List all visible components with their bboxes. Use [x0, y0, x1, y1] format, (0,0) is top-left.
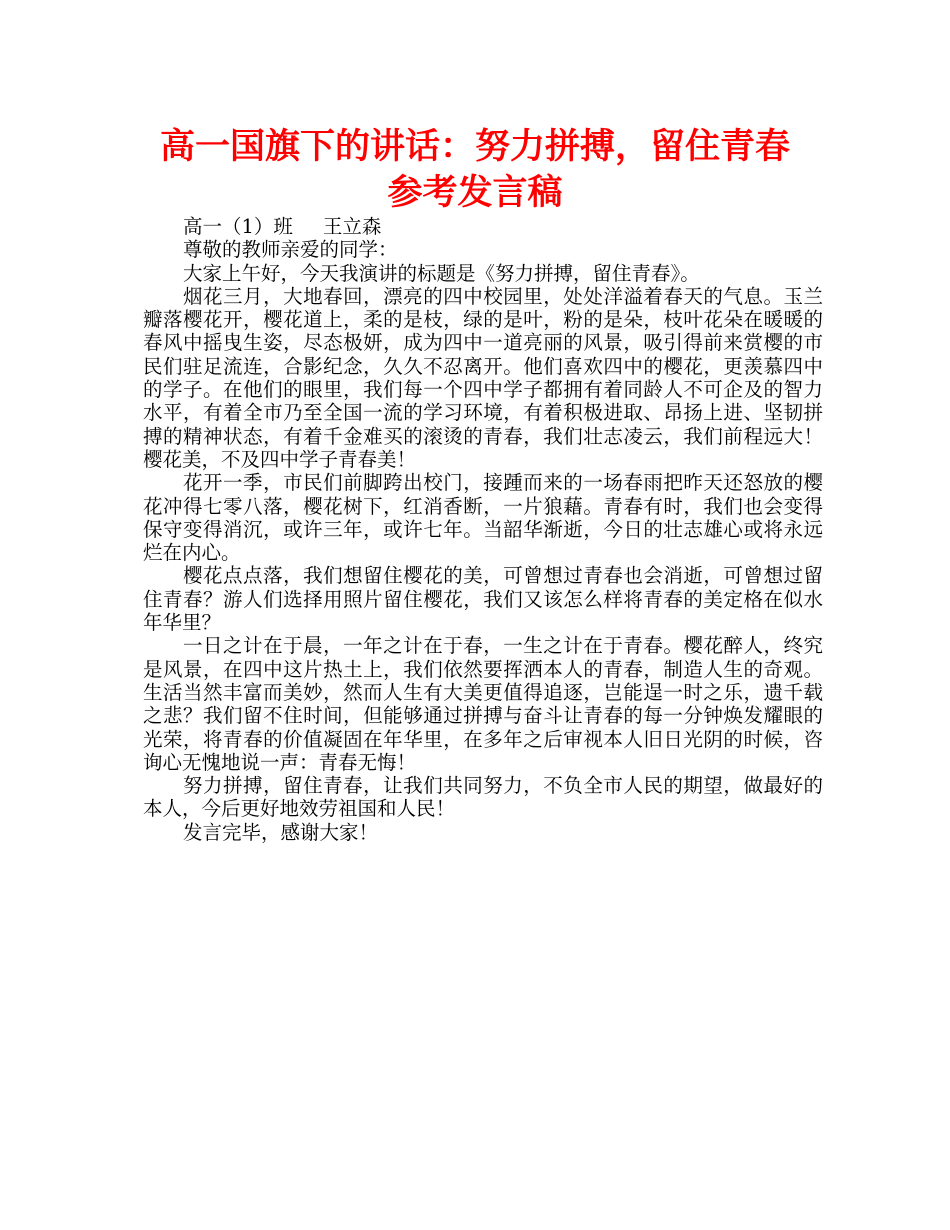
paragraph: 樱花点点落，我们想留住樱花的美，可曾想过青春也会消逝，可曾想过留住青春？游人们选择用照片留住樱花，我们又该怎么样将青春的美定格在似水年华里？ [143, 564, 823, 635]
paragraph: 一日之计在于晨，一年之计在于春，一生之计在于青春。樱花醉人，终究是风景，在四中这片热土上，我们依然要挥洒本人的青春，制造人生的奇观。生活当然丰富而美妙，然而人生有大美更值得追逐，岂能逞一时之乐，遗千载之悲？我们留不住时间，但能够通过拼搏与奋斗让青春的每一分钟焕发耀眼的光荣，将青春的价值凝固在年华里，在多年之后审视本人旧日光阴的时候，咨询心无愧地说一声：青春无悔！ [143, 634, 823, 774]
byline [143, 215, 823, 238]
paragraph: 烟花三月，大地春回，漂亮的四中校园里，处处洋溢着春天的气息。玉兰瓣落樱花开，樱花道上，柔的是枝，绿的是叶，粉的是朵，枝叶花朵在暖暖的春风中摇曳生姿，尽态极妍，成为四中一道亮丽的风景，吸引得前来赏樱的市民们驻足流连，合影纪念，久久不忍离开。他们喜欢四中的樱花，更羡慕四中的学子。在他们的眼里，我们每一个四中学子都拥有着同龄人不可企及的智力水平，有着全市乃至全国一流的学习环境，有着积极进取、昂扬上进、坚韧拼搏的精神状态，有着千金难买的滚烫的青春，我们壮志凌云，我们前程远大！樱花美，不及四中学子青春美！ [143, 284, 823, 471]
salutation: 尊敬的教师亲爱的同学： [183, 238, 398, 262]
class-name: 高一（1）班 [183, 215, 293, 238]
paragraph: 大家上午好，今天我演讲的标题是《努力拼搏，留住青春》。 [183, 261, 700, 285]
paragraph: 花开一季，市民们前脚跨出校门，接踵而来的一场春雨把昨天还怒放的樱花冲得七零八落，樱花树下，红消香断，一片狼藉。青春有时，我们也会变得保守变得消沉，或许三年，或许七年。当韶华渐逝，今日的壮志雄心或将永远烂在内心。 [143, 471, 823, 565]
closing: 发言完毕，感谢大家！ [183, 820, 379, 844]
document-title-line2: 参考发言稿 [387, 173, 563, 213]
document-title-line1: 高一国旗下的讲话：努力拼搏，留住青春 [159, 127, 790, 167]
paragraph: 努力拼搏，留住青春，让我们共同努力，不负全市人民的期望，做最好的本人，今后更好地效劳祖国和人民！ [143, 774, 823, 821]
author-name: 王立森 [322, 215, 382, 238]
speech-body [143, 215, 823, 844]
